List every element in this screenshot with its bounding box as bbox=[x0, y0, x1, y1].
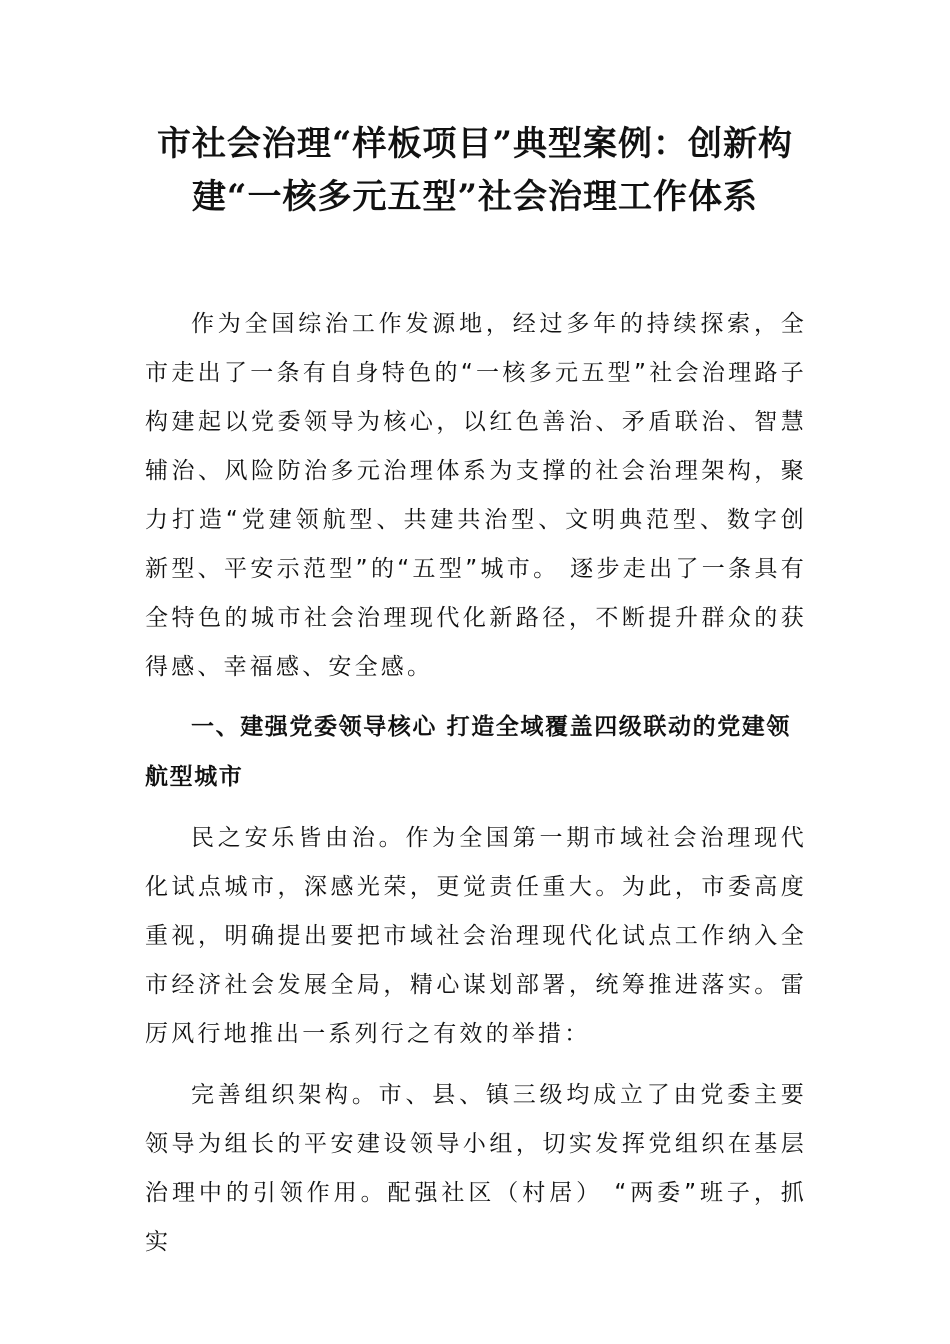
document-title: 市社会治理“样板项目”典型案例：创新构建“一核多元五型”社会治理工作体系 bbox=[156, 124, 794, 217]
section-heading-1: 一、建强党委领导核心 打造全域覆盖四级联动的党建领航型城市 bbox=[145, 714, 792, 790]
intro-paragraph: 作为全国综治工作发源地，经过多年的持续探索，全市走出了一条有自身特色的“一核多元五型”社会治理路子构建起以党委领导为核心，以红色善治、矛盾联治、智慧辅治、风险防治多元治理体系为支撑的社会治理架构，聚力打造“党建领航型、共建共治型、文明典范型、数字创新型、平安示范型”的“五型”城市。 逐步走出了一条具有全特色的城市社会治理现代化新路径，不断提升群众的获得感、幸福感、安全感。 bbox=[145, 311, 807, 680]
section-1-paragraph-1: 民之安乐皆由治。作为全国第一期市域社会治理现代化试点城市，深感光荣，更觉责任重大。为此，市委高度重视，明确提出要把市域社会治理现代化试点工作纳入全市经济社会发展全局，精心谋划部署，统筹推进落实。雷厉风行地推出一系列行之有效的举措： bbox=[145, 825, 807, 1047]
document-body bbox=[145, 300, 807, 1267]
section-1-paragraph-2: 完善组织架构。市、县、镇三级均成立了由党委主要领导为组长的平安建设领导小组，切实发挥党组织在基层治理中的引领作用。配强社区（村居） “两委”班子，抓实 bbox=[145, 1082, 807, 1255]
